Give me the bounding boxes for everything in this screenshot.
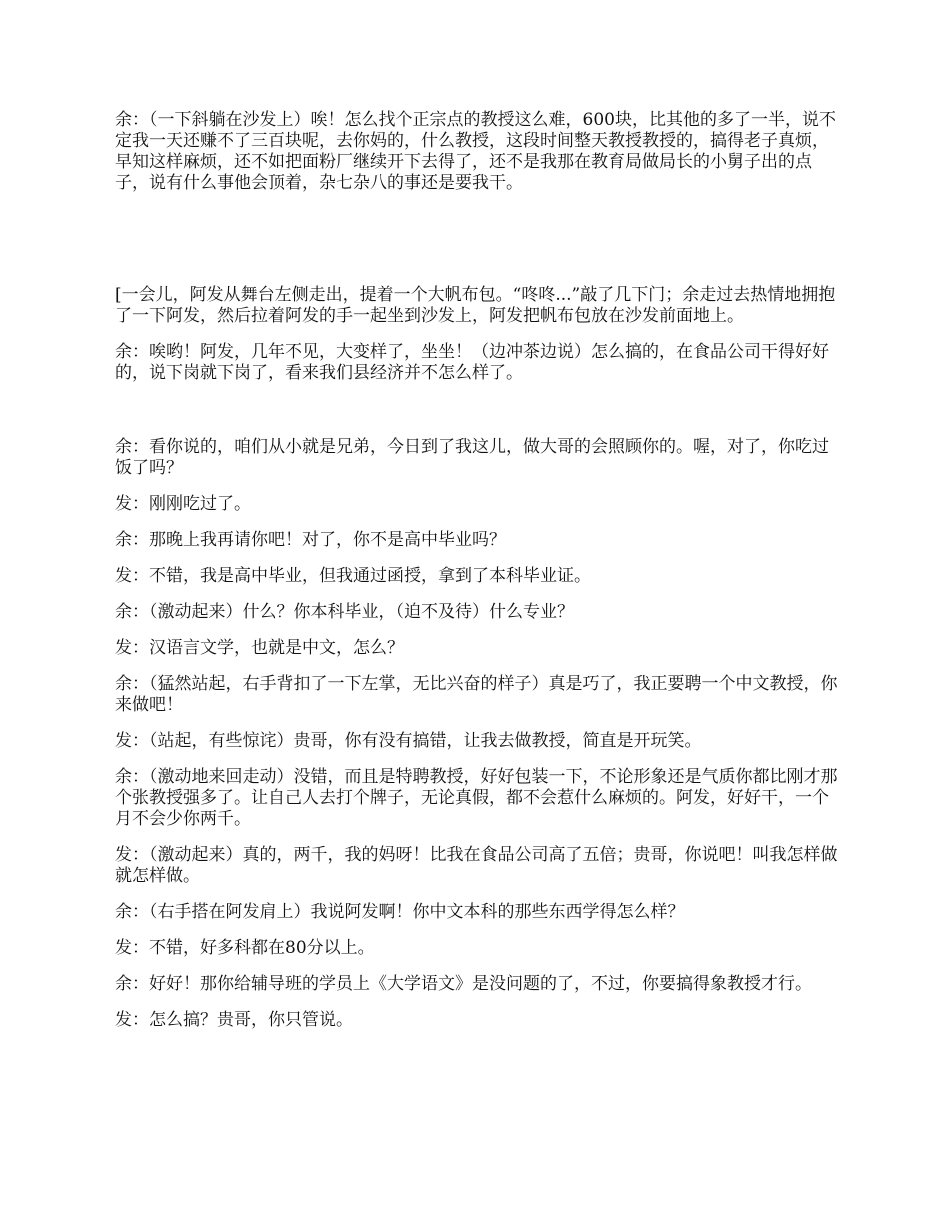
paragraph: 发：不错，好多科都在80分以上。 [115, 938, 375, 958]
blank-gap [115, 716, 845, 731]
blank-gap [115, 887, 845, 902]
paragraph: 余：唉哟！阿发，几年不见，大变样了，坐坐！（边冲茶边说）怎么搞的，在食品公司干得好好的，说下岗就下岗了，看来我们县经济并不怎么样了。 [115, 342, 829, 383]
blank-gap [115, 327, 845, 342]
blank-gap [115, 659, 845, 674]
blank-gap [115, 515, 845, 530]
paragraph: 余：那晚上我再请你吧！对了，你不是高中毕业吗？ [115, 530, 506, 550]
blank-gap [115, 923, 845, 938]
blank-gap [115, 479, 845, 494]
paragraph: [一会儿，阿发从舞台左侧走出，提着一个大帆布包。“咚咚...”敲了几下门；余走过去热情地拥抱了一下阿发，然后拉着阿发的手一起坐到沙发上，阿发把帆布包放在沙发前面地上。 [115, 285, 836, 326]
blank-gap [115, 587, 845, 602]
blank-gap [115, 752, 845, 767]
paragraph: 发：刚刚吃过了。 [115, 494, 251, 514]
blank-gap [115, 623, 845, 638]
paragraph: 余：好好！那你给辅导班的学员上《大学语文》是没问题的了，不过，你要搞得象教授才行。 [115, 974, 812, 994]
paragraph: 余：（右手搭在阿发肩上）我说阿发啊！你中文本科的那些东西学得怎么样？ [115, 902, 685, 922]
paragraph: 发：汉语言文学，也就是中文，怎么？ [115, 638, 404, 658]
paragraph: 余：（一下斜躺在沙发上）唉！怎么找个正宗点的教授这么难，600块，比其他的多了一半，说不定我一天还赚不了三百块呢，去你妈的，什么教授，这段时间整天教授教授的，搞得老子真烦，早知这样麻烦，还不如把面粉厂继续开下去得了，还不是我那在教育局做局长的小舅子出的点子，说有什么事他会顶着，杂七杂八的事还是要我干。 [115, 110, 836, 193]
blank-gap [115, 270, 845, 285]
paragraph: 发：（站起，有些惊诧）贵哥，你有没有搞错，让我去做教授，简直是开玩笑。 [115, 731, 702, 751]
blank-gap [115, 830, 845, 845]
blank-gap [115, 422, 845, 437]
paragraph: 余：（激动地来回走动）没错，而且是特聘教授，好好包装一下，不论形象还是气质你都比刚才那个张教授强多了。让自己人去打个牌子，无论真假，都不会惹什么麻烦的。阿发，好好干，一个月不会少你两千。 [115, 767, 838, 829]
paragraph: 余：（猛然站起，右手背扣了一下左掌，无比兴奋的样子）真是巧了，我正要聘一个中文教授，你来做吧！ [115, 674, 838, 715]
paragraph: 发：怎么搞？贵哥，你只管说。 [115, 1010, 353, 1030]
blank-gap [115, 551, 845, 566]
blank-gap [115, 384, 845, 422]
blank-gap [115, 995, 845, 1010]
blank-gap [115, 959, 845, 974]
paragraph: 余：看你说的，咱们从小就是兄弟，今日到了我这儿，做大哥的会照顾你的。喔，对了，你吃过饭了吗？ [115, 437, 829, 478]
paragraph: 发：不错，我是高中毕业，但我通过函授，拿到了本科毕业证。 [115, 566, 591, 586]
blank-gap [115, 194, 845, 270]
paragraph: 余：（激动起来）什么？你本科毕业，（迫不及待）什么专业？ [115, 602, 574, 622]
document-page [115, 110, 845, 1031]
paragraph: 发：（激动起来）真的，两千，我的妈呀！比我在食品公司高了五倍；贵哥，你说吧！叫我怎样做就怎样做。 [115, 845, 838, 886]
